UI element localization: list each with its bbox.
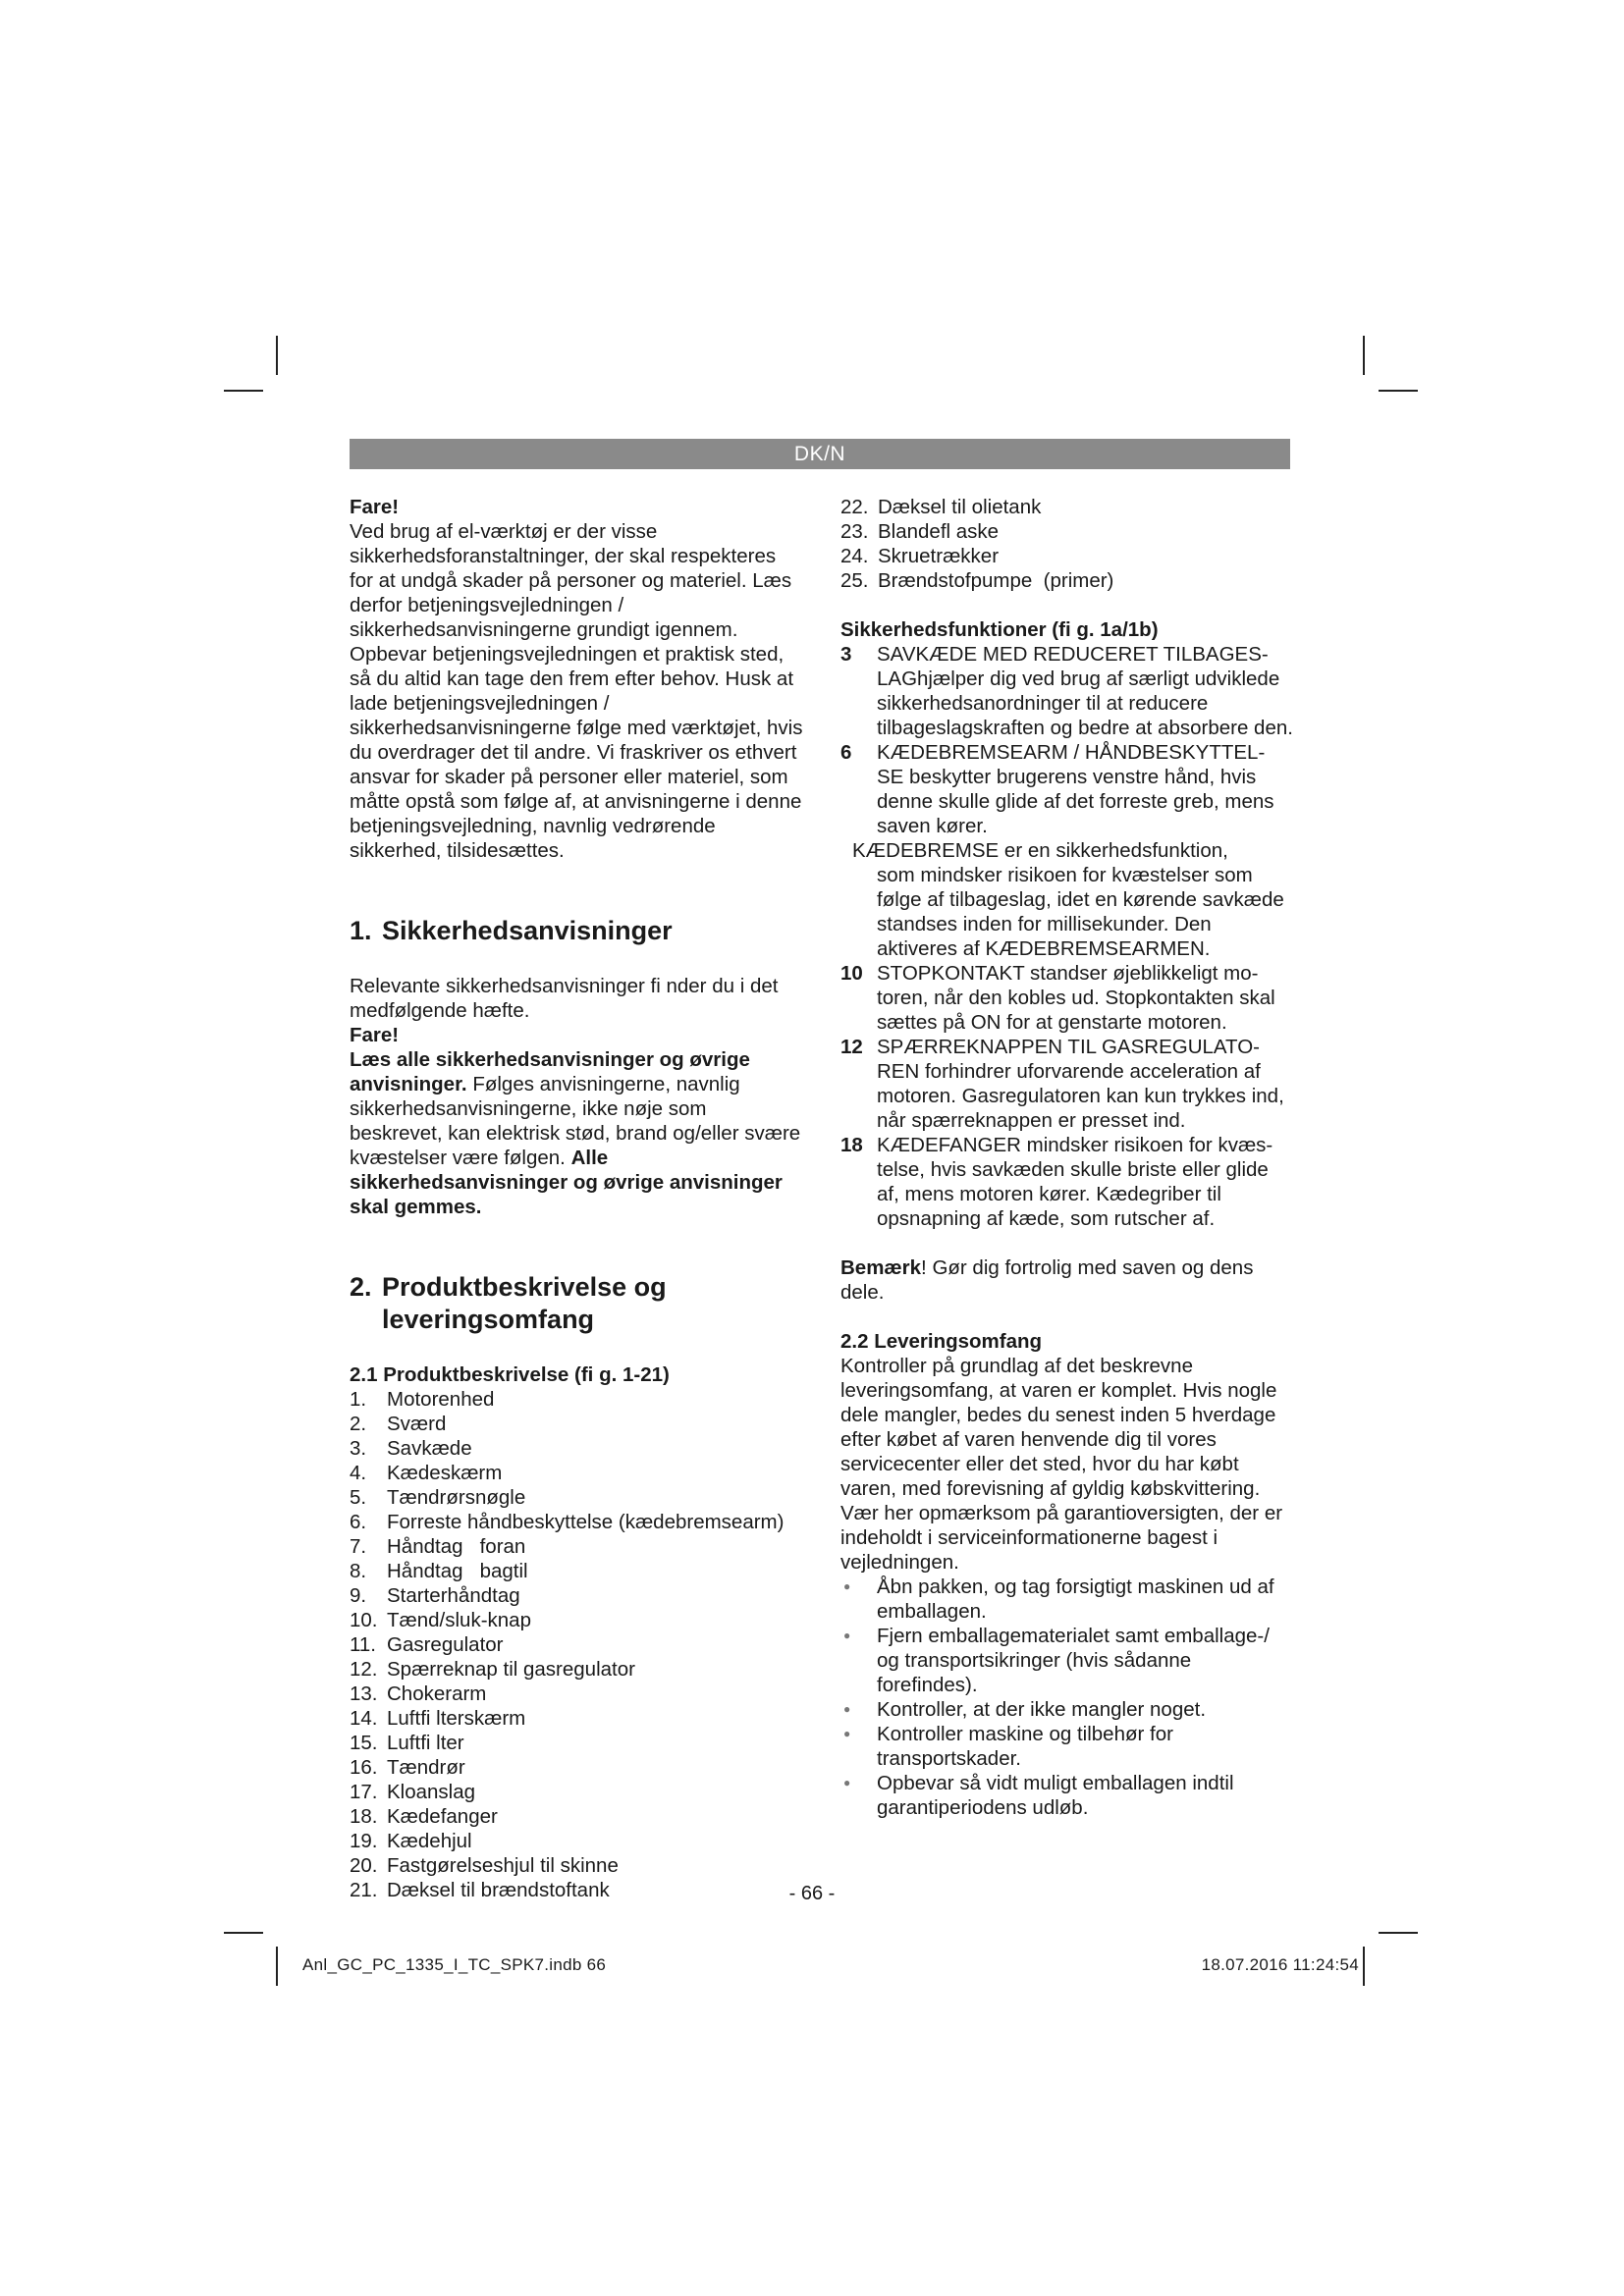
crop-mark-bottom-right-vertical bbox=[1363, 1947, 1365, 1986]
crop-mark-bottom-left-vertical bbox=[276, 1947, 278, 1986]
bullet-item: ● Kontroller, at der ikke mangler noget. bbox=[840, 1697, 1294, 1722]
left-column bbox=[350, 495, 803, 1902]
part-list-item: 24. Skruetrækker bbox=[840, 545, 1000, 567]
safety-feature-item: 10 STOPKONTAKT standser øjeblikkeligt mo- toren, når den kobles ud. Stopkontakten skal sættes på ON for at genstarte motoren. bbox=[840, 962, 1275, 1034]
danger-title-2: Fare! bbox=[350, 1024, 400, 1046]
warning-paragraph: Læs alle sikkerhedsanvisninger og øvrige anvisninger. Følges anvisningerne, navnlig sikkerhedsanvisningerne, ikke nøje som beskrevet, kan elektrisk stød, brand og/eller svære kvæstelser være følgen. Alle sikkerhedsanvisninger og øvrige anvisninger skal gemmes. bbox=[350, 1048, 801, 1218]
safety-features-2 bbox=[840, 961, 1294, 1231]
safety-feature-item: 6 KÆDEBREMSEARM / HÅNDBESKYTTEL- SE beskytter brugerens venstre hånd, hvis denne skulle glide af det forreste greb, mens saven kører. bbox=[840, 741, 1274, 837]
footer-filename: Anl_GC_PC_1335_I_TC_SPK7.indb 66 bbox=[302, 1955, 607, 1974]
part-list-item: 2. Sværd bbox=[350, 1413, 447, 1435]
parts-list-continued bbox=[840, 495, 1294, 593]
part-list-item: 13. Chokerarm bbox=[350, 1682, 487, 1705]
section-2-heading: 2. Produktbeskrivelse og leveringsomfang bbox=[350, 1272, 667, 1334]
part-list-item: 19. Kædehjul bbox=[350, 1830, 472, 1852]
part-list-item: 12. Spærreknap til gasregulator bbox=[350, 1658, 635, 1681]
part-list-item: 4. Kædeskærm bbox=[350, 1462, 503, 1484]
part-list-item: 22. Dæksel til olietank bbox=[840, 496, 1042, 518]
part-list-item: 16. Tændrør bbox=[350, 1756, 465, 1779]
safety-feature-item: 3 SAVKÆDE MED REDUCERET TILBAGES- LAGhjælper dig ved brug af særligt udviklede sikkerhedsanordninger til at reducere tilbageslagskraften og bedre at absorbere den. bbox=[840, 643, 1293, 739]
crop-mark-top-right-vertical bbox=[1363, 336, 1365, 375]
crop-mark-bottom-right-horizontal bbox=[1379, 1932, 1418, 1934]
part-list-item: 23. Blandefl aske bbox=[840, 520, 1000, 543]
bullet-icon: ● bbox=[843, 1727, 851, 1740]
bullet-icon: ● bbox=[843, 1579, 851, 1593]
part-list-item: 6. Forreste håndbeskyttelse (kædebremsearm) bbox=[350, 1511, 785, 1533]
delivery-scope-paragraph: Kontroller på grundlag af det beskrevne leveringsomfang, at varen er komplet. Hvis nogle dele mangler, bedes du senest inden 5 hverdage efter købet af varen henvende dig til vores servicecenter eller det sted, hvor du har købt varen, med forevisning af gyldig købskvittering. Vær her opmærksom på garantioversigten, der er indeholdt i serviceinformationerne bagest i vejledningen. bbox=[840, 1355, 1283, 1574]
language-header-bar: DK/N bbox=[350, 439, 1290, 469]
bullet-icon: ● bbox=[843, 1776, 851, 1789]
right-column bbox=[840, 495, 1294, 1820]
part-list-item: 7. Håndtag foran bbox=[350, 1535, 526, 1558]
safety-functions-title: Sikkerhedsfunktioner (fi g. 1a/1b) bbox=[840, 618, 1159, 641]
part-list-item: 21. Dæksel til brændstoftank bbox=[350, 1879, 610, 1901]
note-paragraph: Bemærk! Gør dig fortrolig med saven og dens dele. bbox=[840, 1256, 1254, 1304]
part-list-item: 9. Starterhåndtag bbox=[350, 1584, 520, 1607]
safety-features bbox=[840, 642, 1294, 838]
bullet-item: ● Opbevar så vidt muligt emballagen indtil garantiperiodens udløb. bbox=[840, 1771, 1294, 1820]
unpacking-steps bbox=[840, 1575, 1294, 1820]
chain-brake-note: KÆDEBREMSE er en sikkerhedsfunktion, som mindsker risikoen for kvæstelser som følge af tilbageslag, idet en kørende savkæde standses inden for millisekunder. Den aktiveres af KÆDEBREMSEARMEN. bbox=[852, 839, 1284, 960]
subsection-2-2-title: 2.2 Leveringsomfang bbox=[840, 1330, 1043, 1353]
safety-feature-item: 18 KÆDEFANGER mindsker risikoen for kvæs- telse, hvis savkæden skulle briste eller glide af, mens motoren kører. Kædegriber til opsnapning af kæde, som rutscher af. bbox=[840, 1134, 1273, 1230]
bullet-item: ● Fjern emballagematerialet samt emballage-/ og transportsikringer (hvis sådanne forefindes). bbox=[840, 1624, 1294, 1697]
part-list-item: 8. Håndtag bagtil bbox=[350, 1560, 528, 1582]
footer-timestamp: 18.07.2016 11:24:54 bbox=[1201, 1955, 1359, 1974]
crop-mark-top-left-horizontal bbox=[224, 390, 263, 392]
crop-mark-top-right-horizontal bbox=[1379, 390, 1418, 392]
safety-feature-item: 12 SPÆRREKNAPPEN TIL GASREGULATO- REN forhindrer uforvarende acceleration af motoren. Gasregulatoren kan kun trykkes ind, når spærreknappen er presset ind. bbox=[840, 1036, 1284, 1132]
bullet-item: ● Kontroller maskine og tilbehør for transportskader. bbox=[840, 1722, 1294, 1771]
crop-mark-top-left-vertical bbox=[276, 336, 278, 375]
part-list-item: 18. Kædefanger bbox=[350, 1805, 498, 1828]
danger-title: Fare! bbox=[350, 496, 400, 518]
crop-mark-bottom-left-horizontal bbox=[224, 1932, 263, 1934]
part-list-item: 20. Fastgørelseshjul til skinne bbox=[350, 1854, 619, 1877]
part-list-item: 25. Brændstofpumpe (primer) bbox=[840, 569, 1114, 592]
page-number: - 66 - bbox=[788, 1883, 836, 1904]
section-1-heading: 1. Sikkerhedsanvisninger bbox=[350, 916, 673, 945]
bullet-icon: ● bbox=[843, 1629, 851, 1642]
danger-paragraph: Ved brug af el-værktøj er der visse sikkerhedsforanstaltninger, der skal respekteres for at undgå skader på personer og materiel. Læs derfor betjeningsvejledningen / sikkerhedsanvisningerne grundigt igennem. Opbevar betjeningsvejledningen et praktisk sted, så du altid kan tage den frem efter behov. Husk at lade betjeningsvejledningen / sikkerhedsanvisningerne følge med værktøjet, hvis du overdrager det til andre. Vi fraskriver os ethvert ansvar for skader på personer eller materiel, som måtte opstå som følge af, at anvisningerne i denne betjeningsvejledning, navnlig vedrørende sikkerhed, tilsidesættes. bbox=[350, 520, 803, 862]
section-1-text: Relevante sikkerhedsanvisninger fi nder du i det medfølgende hæfte. bbox=[350, 975, 779, 1022]
part-list-item: 14. Luftfi lterskærm bbox=[350, 1707, 526, 1730]
part-list-item: 3. Savkæde bbox=[350, 1437, 472, 1460]
bullet-item: ● Åbn pakken, og tag forsigtigt maskinen ud af emballagen. bbox=[840, 1575, 1294, 1624]
part-list-item: 15. Luftfi lter bbox=[350, 1732, 464, 1754]
part-list-item: 10. Tænd/sluk-knap bbox=[350, 1609, 531, 1631]
subsection-2-1-title: 2.1 Produktbeskrivelse (fi g. 1-21) bbox=[350, 1363, 670, 1386]
part-list-item: 11. Gasregulator bbox=[350, 1633, 504, 1656]
bullet-icon: ● bbox=[843, 1702, 851, 1716]
part-list-item: 17. Kloanslag bbox=[350, 1781, 476, 1803]
part-list-item: 5. Tændrørsnøgle bbox=[350, 1486, 526, 1509]
part-list-item: 1. Motorenhed bbox=[350, 1388, 495, 1411]
parts-list bbox=[350, 1387, 803, 1902]
